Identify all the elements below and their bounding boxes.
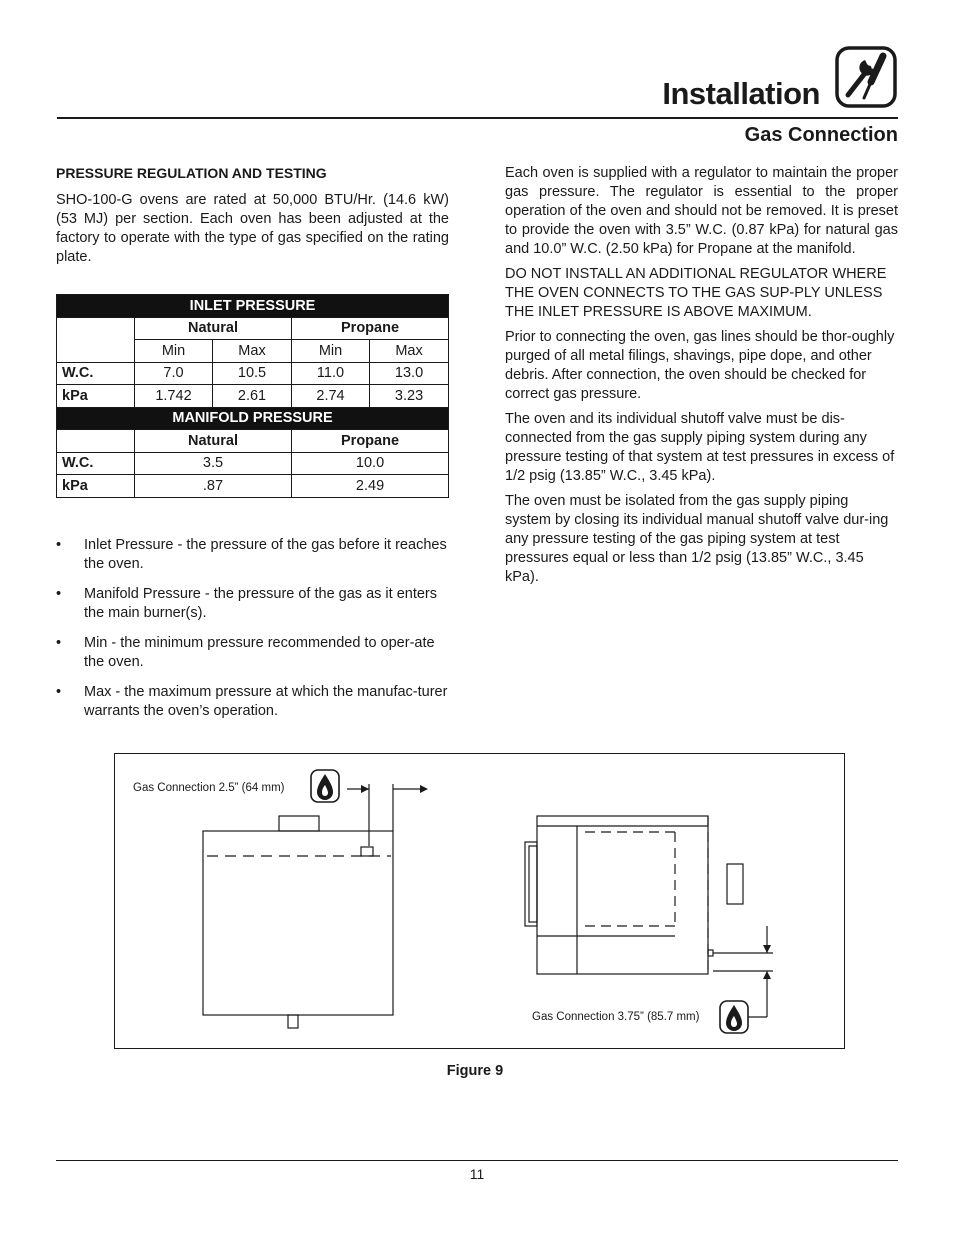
front-gas-connection-label: Gas Connection 2.5” (64 mm) [133,782,285,794]
table-row [57,475,449,498]
regulator-paragraph: Each oven is supplied with a regulator to maintain the proper gas pressure. The regulator is essential to the proper operation of the oven and should not be removed. It is preset to provide the oven with 3.5” W.C. (0.87 kPa) for natural gas and 10.0” W.C. (2.50 kPa) for Propane at the manifold. [505,165,898,257]
right-column [505,164,898,593]
max-header: Max [370,340,449,363]
gas-fitting-front [361,847,373,856]
pressure-table [56,294,449,498]
inlet-pressure-title: INLET PRESSURE [57,295,449,318]
row-label: kPa [57,475,135,498]
table-cell: 3.23 [370,385,449,408]
oven-side-body [537,816,708,974]
list-item [56,585,449,623]
table-row [57,362,449,385]
subheading: PRESSURE REGULATION AND TESTING [56,165,327,181]
table-cell: 2.49 [292,475,449,498]
door-handle-inner [529,846,537,922]
figure-caption: Figure 9 [446,1063,504,1079]
min-header: Min [135,340,213,363]
bullet: • [56,635,62,651]
left-column [56,164,449,273]
blank-cell [57,317,135,362]
section-title: Gas Connection [744,124,898,146]
table-cell: 11.0 [292,362,370,385]
definition-text: Manifold Pressure - the pressure of the gas as it enters the main burner(s). [84,586,438,621]
table-cell: 13.0 [370,362,449,385]
row-label: W.C. [57,362,135,385]
definition-text: Inlet Pressure - the pressure of the gas before it reaches the oven. [84,537,447,572]
intro-paragraph: SHO-100-G ovens are rated at 50,000 BTU/Hr. (14.6 kW) (53 MJ) per section. Each oven has been adjusted at the factory to operate with the type of gas specified on the rating plate. [56,192,449,265]
manifold-gas-header-row [57,430,449,453]
disconnect-paragraph: The oven and its individual shutoff valve must be dis-connected from the gas supply piping system during any pressure testing of that system at test pressures in excess of 1/2 psig (13.85” W.C., 3.45 kPa). [505,411,895,484]
blank-cell [57,430,135,453]
table-cell: 1.742 [135,385,213,408]
wrench-screwdriver-icon [835,46,897,108]
definition-text: Max - the maximum pressure at which the manufac-turer warrants the oven’s operation. [84,684,448,719]
table-cell: 3.5 [135,452,292,475]
list-item [56,683,449,721]
footer-rule [56,1160,898,1161]
table-row [57,385,449,408]
bullet: • [56,537,62,553]
figure-9-diagram [114,753,845,1049]
table-cell: .87 [135,475,292,498]
propane-header: Propane [292,317,449,340]
manifold-pressure-title: MANIFOLD PRESSURE [57,407,449,430]
inlet-gas-header-row [57,317,449,340]
oven-drawing [115,754,844,1048]
warning-paragraph: DO NOT INSTALL AN ADDITIONAL REGULATOR WHERE THE OVEN CONNECTS TO THE GAS SUP-PLY UNLESS THE INLET PRESSURE IS ABOVE MAXIMUM. [505,266,887,320]
table-cell: 2.74 [292,385,370,408]
propane-header: Propane [292,430,449,453]
oven-front-body [203,831,393,1015]
inlet-title-row [57,295,449,318]
gas-fitting-side [708,950,713,956]
table-row [57,452,449,475]
purge-paragraph: Prior to connecting the oven, gas lines should be thor-oughly purged of all metal filings, shavings, pipe dope, and other debris. After connection, the oven should be checked for correct gas pressure. [505,329,895,402]
min-header: Min [292,340,370,363]
isolate-paragraph: The oven must be isolated from the gas supply piping system by closing its individual manual shutoff valve dur-ing any pressure testing of the gas piping system at test pressures equal or less than 1/2 psig (13.85” W.C., 3.45 kPa). [505,493,889,585]
table-cell: 7.0 [135,362,213,385]
gas-flame-icon [311,770,339,802]
oven-leg [288,1015,298,1028]
bullet: • [56,586,62,602]
row-label: W.C. [57,452,135,475]
table-cell: 10.5 [213,362,292,385]
list-item [56,536,449,574]
manifold-title-row [57,407,449,430]
natural-header: Natural [135,317,292,340]
bullet: • [56,684,62,700]
side-gas-connection-label: Gas Connection 3.75” (85.7 mm) [532,1011,700,1023]
page-title: Installation [662,76,820,111]
gas-flame-icon [720,1001,748,1033]
table-cell: 10.0 [292,452,449,475]
table-cell: 2.61 [213,385,292,408]
max-header: Max [213,340,292,363]
oven-front-top-vent [279,816,319,831]
rear-box [727,864,743,904]
door-handle [525,842,537,926]
definition-text: Min - the minimum pressure recommended to oper-ate the oven. [84,635,435,670]
page-number: 11 [469,1166,485,1182]
definitions-list [56,536,449,732]
natural-header: Natural [135,430,292,453]
list-item [56,634,449,672]
header-rule [57,117,898,119]
row-label: kPa [57,385,135,408]
